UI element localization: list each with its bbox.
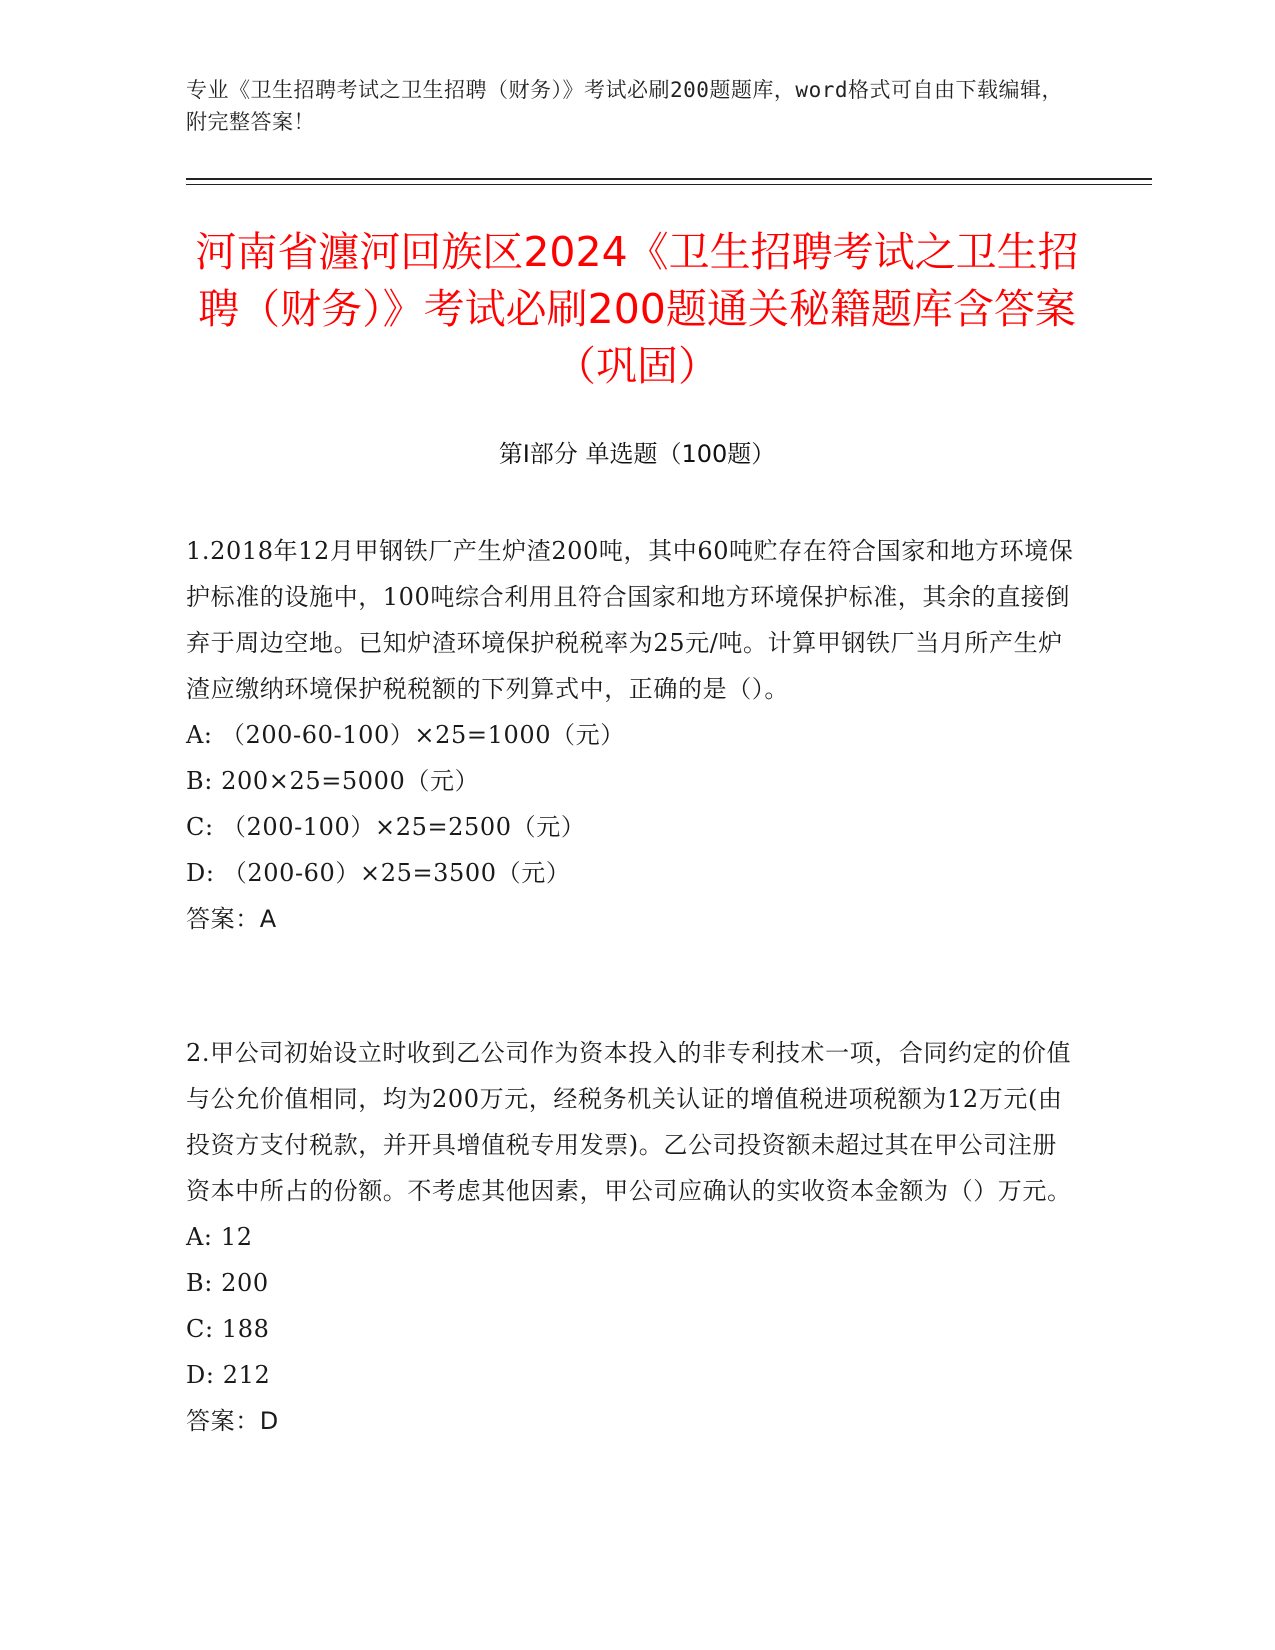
option-c: C: （200-100）×25=2500（元） (186, 813, 586, 841)
question-text: 2.甲公司初始设立时收到乙公司作为资本投入的非专利技术一项，合同约定的价值与公允价值相同，均为200万元，经税务机关认证的增值税进项税额为12万元(由投资方支付税款，并开具增值税专用发票)。乙公司投资额未超过其在甲公司注册资本中所占的份额。不考虑其他因素，甲公司应确认的实收资本金额为（）万元。 (186, 1039, 1072, 1205)
option-a: A: 12 (186, 1223, 253, 1251)
header-divider-thick (186, 178, 1152, 180)
section-heading: 第Ⅰ部分 单选题（100题） (498, 440, 776, 468)
option-c: C: 188 (186, 1315, 270, 1343)
option-a: A: （200-60-100）×25=1000（元） (186, 721, 625, 749)
question-text: 1.2018年12月甲钢铁厂产生炉渣200吨，其中60吨贮存在符合国家和地方环境保护标准的设施中，100吨综合利用且符合国家和地方环境保护标准，其余的直接倒弃于周边空地。已知炉渣环境保护税税率为25元/吨。计算甲钢铁厂当月所产生炉渣应缴纳环境保护税税额的下列算式中，正确的是（）。 (186, 537, 1074, 703)
question-2 (186, 1030, 1076, 1444)
answer-label: 答案：A (186, 905, 277, 933)
question-1 (186, 528, 1076, 942)
header-note: 专业《卫生招聘考试之卫生招聘（财务）》考试必刷200题题库，word格式可自由下载编辑，附完整答案！ (186, 78, 1063, 134)
option-b: B: 200 (186, 1269, 269, 1297)
document-title: 河南省瀍河回族区2024《卫生招聘考试之卫生招聘（财务）》考试必刷200题通关秘籍题库含答案（巩固） (195, 228, 1079, 390)
option-d: D: 212 (186, 1361, 271, 1389)
answer-label: 答案：D (186, 1407, 279, 1435)
option-d: D: （200-60）×25=3500（元） (186, 859, 571, 887)
option-b: B: 200×25=5000（元） (186, 767, 480, 795)
header-divider-thin (186, 184, 1152, 185)
